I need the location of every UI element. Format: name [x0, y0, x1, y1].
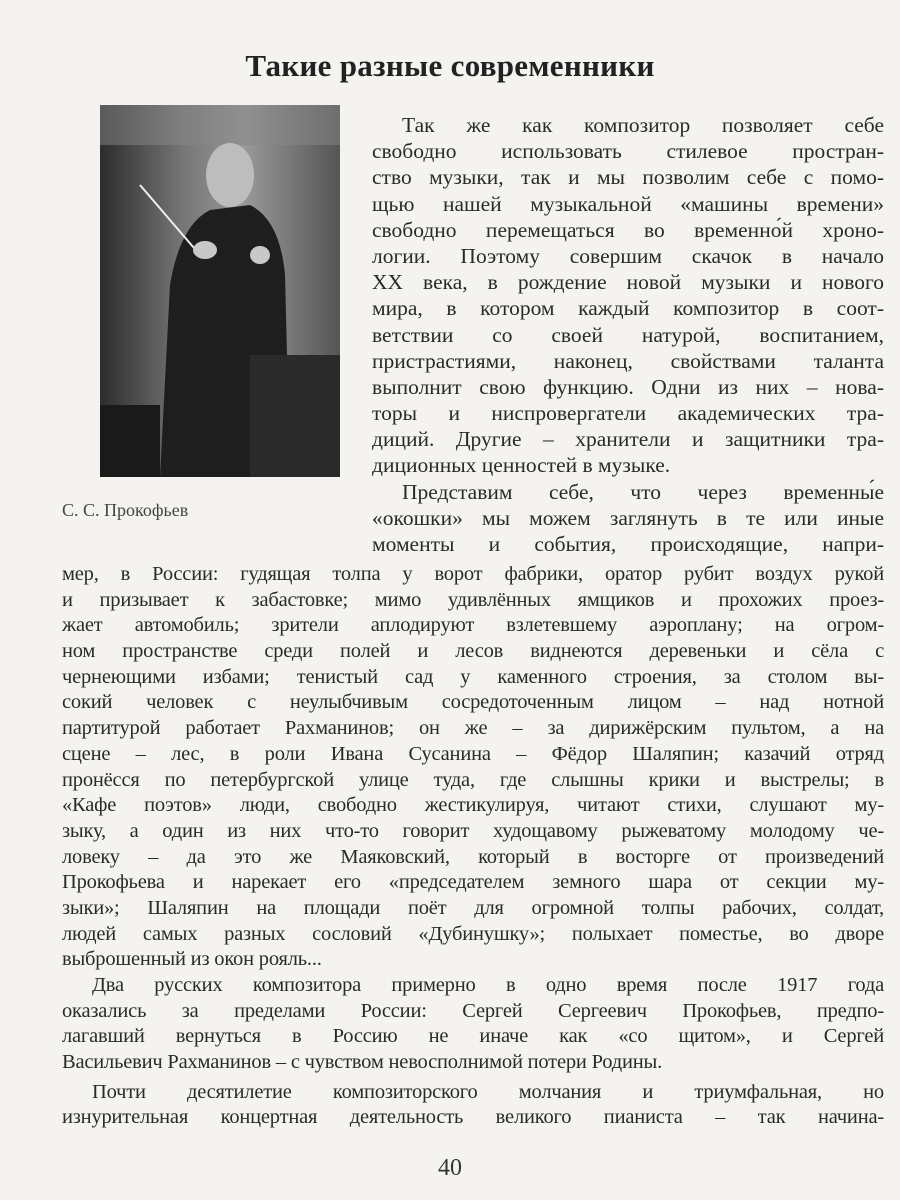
text-line: моменты и события, происходящие, напри-: [372, 532, 884, 556]
text-line: «Кафе поэтов» люди, свободно жестикулируя, читают стихи, слушают му-: [62, 794, 884, 817]
prokofiev-photo: [100, 105, 340, 477]
text-line: диционных ценностей в музыке.: [372, 453, 671, 478]
right-column-text: [372, 112, 884, 557]
page-number: 40: [438, 1155, 462, 1181]
text-line: торы и ниспровергатели академических тра-: [372, 401, 884, 426]
text-line: партитурой работает Рахманинов; он же – за дирижёрским пультом, а на: [62, 717, 884, 740]
text-line: сцене – лес, в роли Ивана Сусанина – Фёдор Шаляпин; казачий отряд: [62, 742, 884, 765]
text-line: и призывает к забастовке; мимо удивлённых ямщиков и прохожих проез-: [62, 588, 884, 611]
text-line: Почти десятилетие композиторского молчания и триумфальная, но: [92, 1080, 884, 1103]
text-line: лагавший вернуться в Россию не иначе как «со щитом», и Сергей: [62, 1025, 884, 1048]
text-line: сокий человек с неулыбчивым сосредоточенным лицом – над нотной: [62, 691, 884, 714]
text-line: диций. Другие – хранители и защитники тра-: [372, 427, 884, 452]
text-line: логии. Поэтому совершим скачок в начало: [372, 243, 884, 268]
text-line: мира, в котором каждый композитор в соот-: [372, 296, 884, 321]
photo-caption: С. С. Прокофьев: [62, 500, 189, 520]
text-line: зыку, а один из них что-то говорит худощавому рыжеватому молодому че-: [62, 819, 884, 842]
text-line: «окошки» мы можем заглянуть в те или иные: [372, 505, 884, 530]
text-line: пронёсся по петербургской улице туда, где слышны крики и выстрелы; в: [62, 768, 884, 791]
conductor-photo-image: [100, 105, 340, 477]
full-width-text: [62, 562, 884, 1131]
text-line: изнурительная концертная деятельность великого пианиста – так начина-: [62, 1106, 884, 1129]
text-line: щью нашей музыкальной «машины времени»: [372, 191, 884, 216]
text-line: оказались за пределами России: Сергей Сергеевич Прокофьев, предпо-: [62, 999, 884, 1022]
text-line: свободно использовать стилевое простран-: [372, 139, 884, 164]
text-line: ловеку – да это же Маяковский, который в восторге от произведений: [62, 845, 884, 868]
text-line: выброшенный из окон рояль...: [62, 948, 322, 971]
page-title: Такие разные современники: [245, 48, 655, 83]
text-line: зыки»; Шаляпин на площади поёт для огромной толпы рабочих, солдат,: [62, 896, 884, 919]
text-line: мер, в России: гудящая толпа у ворот фабрики, оратор рубит воздух рукой: [62, 563, 884, 585]
text-line: Васильевич Рахманинов – с чувством невосполнимой потери Родины.: [62, 1051, 663, 1074]
text-line: жает автомобиль; зрители аплодируют взлетевшему аэроплану; на огром-: [62, 614, 884, 637]
text-line: Прокофьева и нарекает его «председателем земного шара от секции му-: [62, 871, 884, 894]
text-line: ство музыки, так и мы позволим себе с помо-: [372, 165, 884, 190]
text-line: ветствии со своей натурой, воспитанием,: [372, 322, 884, 347]
text-line: людей самых разных сословий «Дубинушку»; полыхает поместье, во дворе: [62, 922, 884, 945]
text-line: Представим себе, что через временны́е: [402, 479, 884, 504]
text-line: Так же как композитор позволяет себе: [402, 113, 884, 137]
text-line: выполнит свою функцию. Одни из них – нова-: [372, 374, 884, 399]
text-line: XX века, в рождение новой музыки и нового: [372, 270, 884, 295]
text-line: Два русских композитора примерно в одно время после 1917 года: [92, 974, 884, 996]
text-line: ном пространстве среди полей и лесов виднеются деревеньки и сёла с: [62, 640, 884, 663]
text-line: пристрастиями, наконец, свойствами таланта: [372, 348, 884, 373]
text-line: свободно перемещаться во временно́й хроно-: [372, 217, 884, 242]
text-line: чернеющими избами; тенистый сад у каменного строения, за столом вы-: [62, 665, 884, 688]
